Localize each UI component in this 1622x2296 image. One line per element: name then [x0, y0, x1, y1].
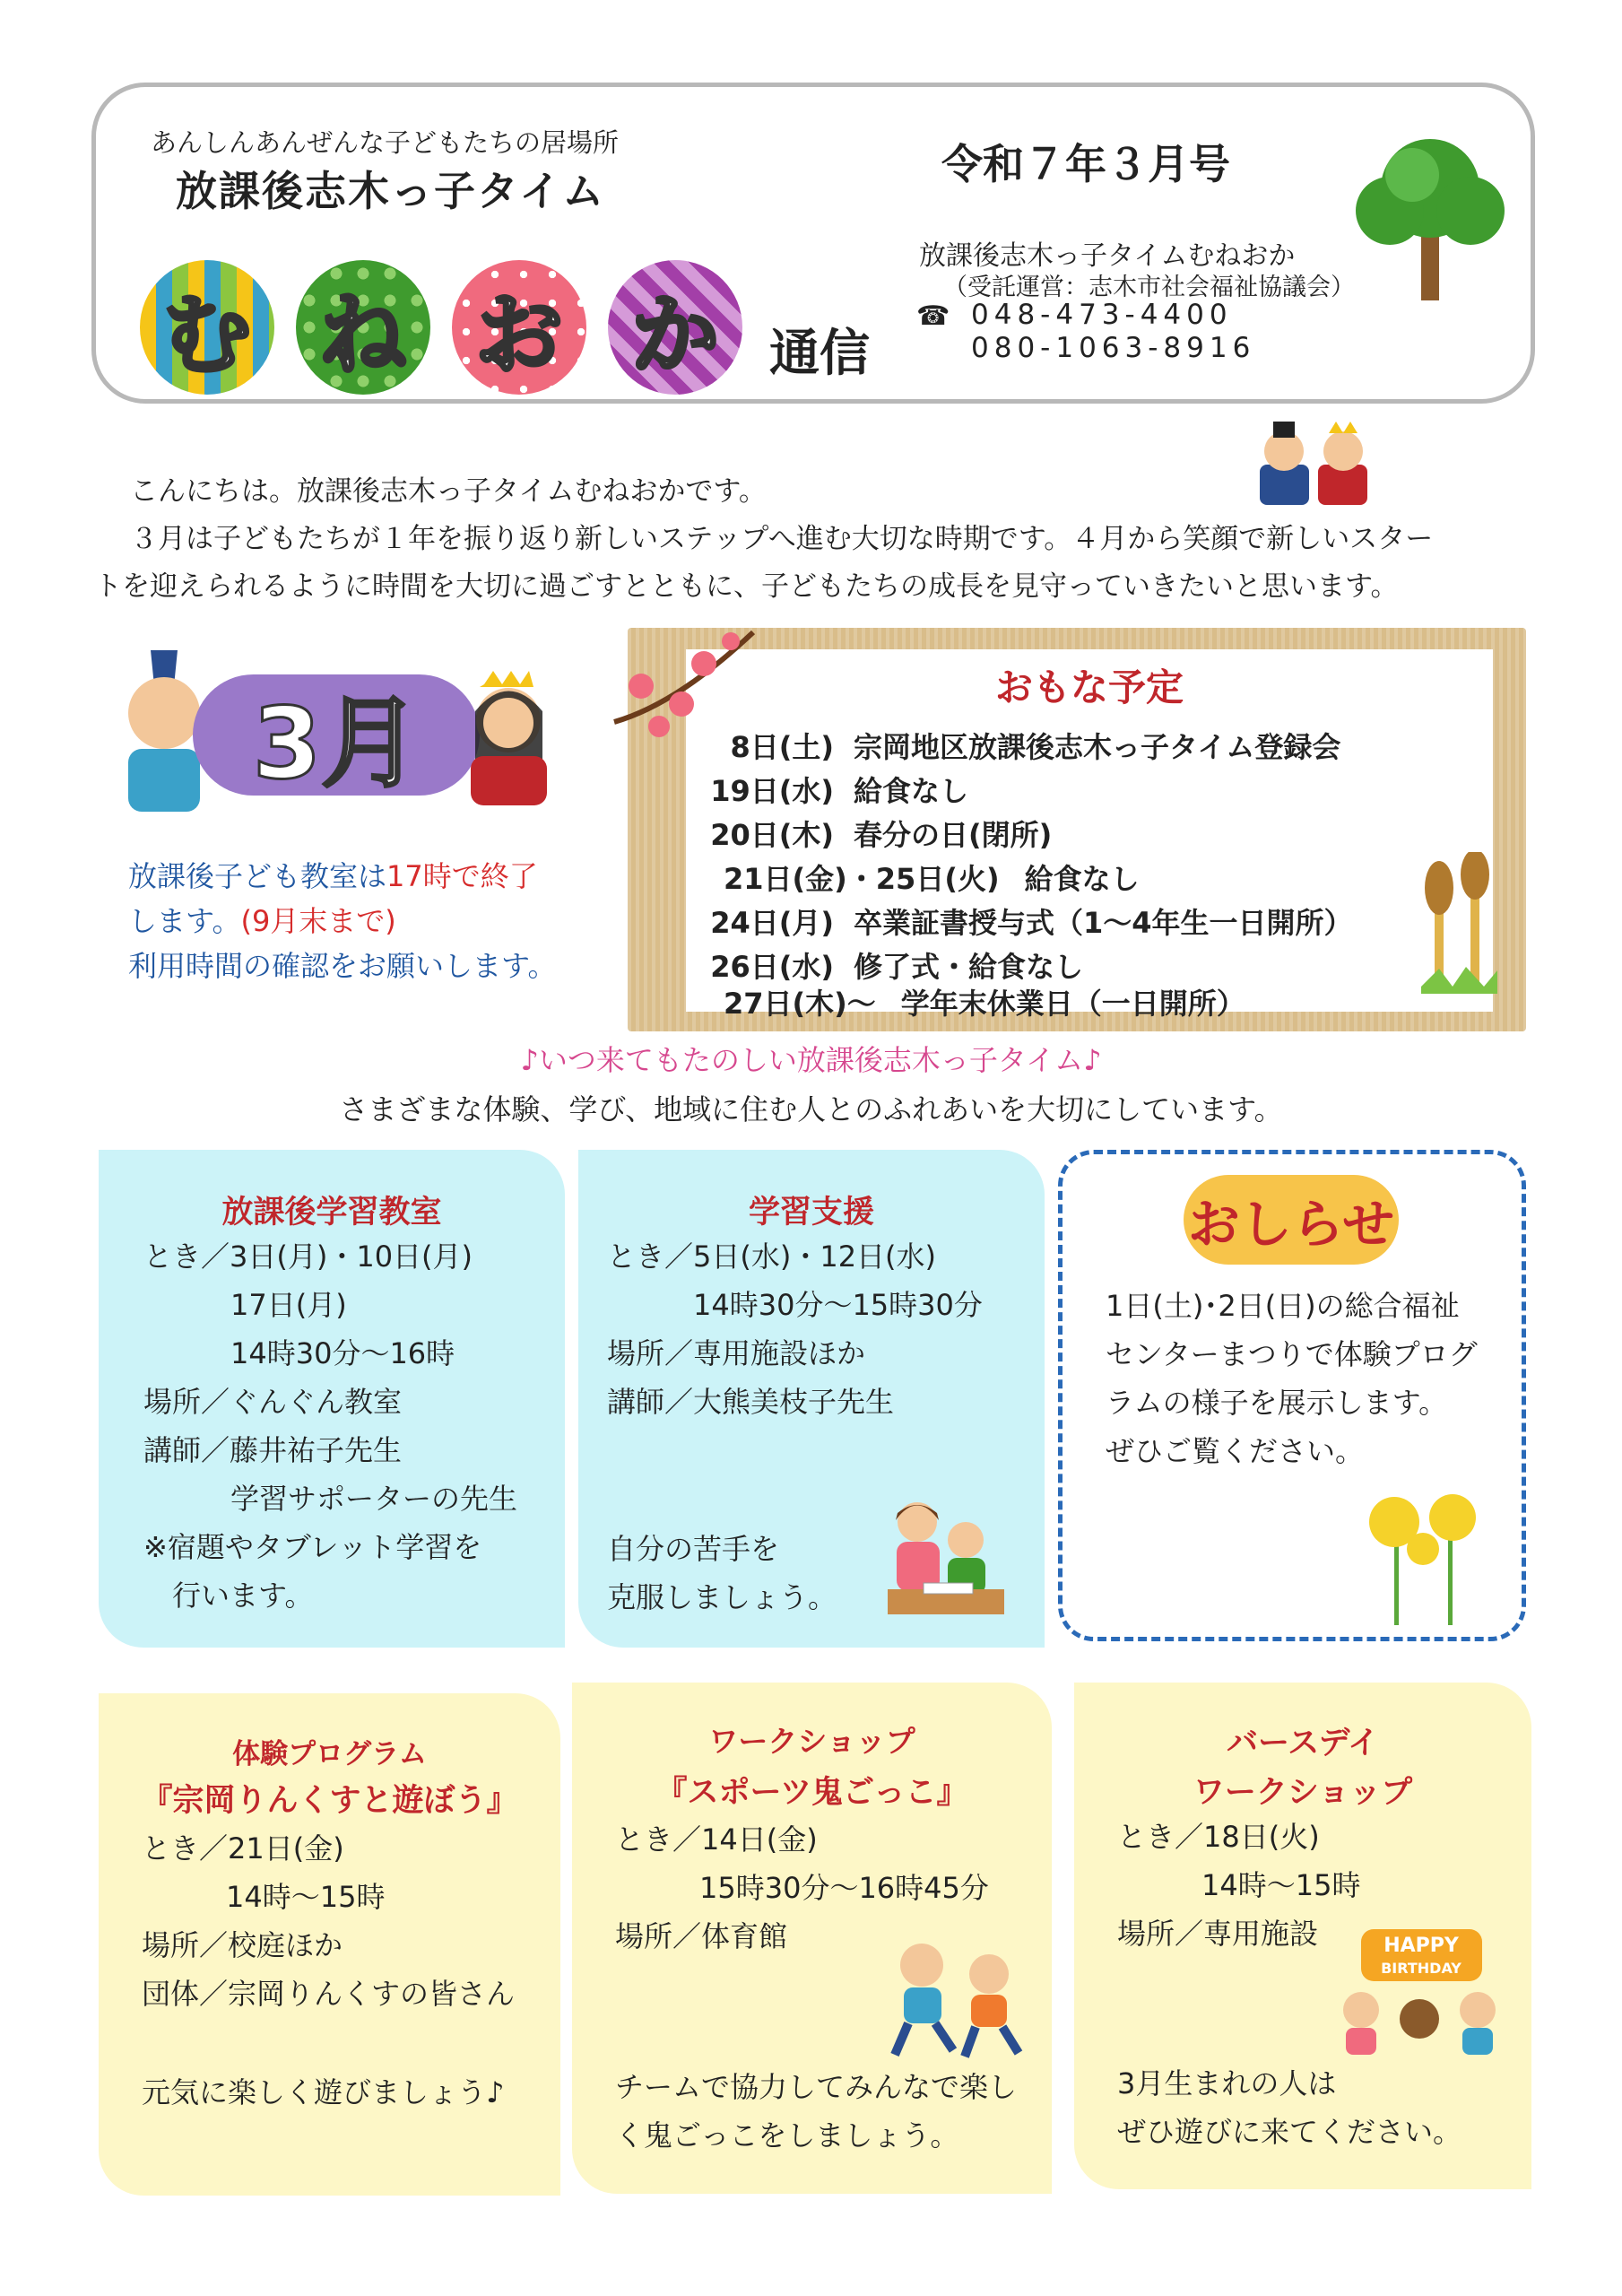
card-line: 団体／宗岡りんくすの皆さん: [142, 1977, 516, 2011]
card-line: 3月生まれの人は: [1117, 2066, 1337, 2100]
card-line: 場所／専用施設: [1117, 1917, 1319, 1951]
card-title: 放課後学習教室: [221, 1195, 442, 1231]
note-highlight: 17時で終了: [386, 859, 538, 893]
schedule-paper: [686, 649, 1493, 1021]
operator: （受託運営：志木市社会福祉協議会）: [943, 274, 1355, 301]
note-text: 利用時間の確認をお願いします。: [128, 949, 557, 983]
card-title: ワークショップ: [1193, 1775, 1413, 1811]
schedule-event: 給食なし: [854, 774, 969, 808]
intro-line: ３月は子どもたちが１年を振り返り新しいステップへ進む大切な時期です。４月から笑顔で新しいスター: [130, 523, 1434, 555]
card-sports-workshop: [572, 1683, 1052, 2194]
schedule-event: 宗岡地区放課後志木っ子タイム登録会: [854, 730, 1341, 764]
schedule-row: [724, 981, 1245, 1022]
card-line: センターまつりで体験プログ: [1106, 1337, 1478, 1371]
header-tsushin: 通信: [769, 325, 870, 383]
schedule-date: 21日(金)・25日(火): [724, 862, 1000, 896]
card-line: 講師／大熊美枝子先生: [607, 1385, 895, 1419]
card-title: 体験プログラム: [232, 1738, 427, 1770]
horsetail-icon: [1412, 852, 1502, 996]
card-title: 学習支援: [748, 1195, 874, 1231]
intro-line: トを迎えられるように時間を大切に過ごすとともに、子どもたちの成長を見守っていきたいと思います。: [94, 570, 1399, 603]
schedule-row: [686, 900, 1353, 942]
hours-note: [128, 854, 577, 988]
name-bubble-ne: ね: [296, 260, 430, 395]
month-badge: 3月: [193, 674, 480, 796]
plum-blossom-icon: [605, 614, 758, 749]
card-line: 14時30分～16時: [230, 1336, 455, 1370]
name-bubble-ka: か: [608, 260, 742, 395]
card-title: 『宗岡りんくすと遊ぼう』: [141, 1783, 518, 1819]
card-line: 自分の苦手を: [607, 1532, 780, 1566]
schedule-date: 27日(木)～: [724, 987, 876, 1021]
birthday-sign-text: BIRTHDAY: [1381, 1960, 1462, 1977]
note-text: 放課後子ども教室は: [128, 859, 387, 893]
card-line: 場所／体育館: [615, 1919, 788, 1953]
header-title: 放課後志木っ子タイム: [176, 167, 606, 215]
card-title: バースデイ: [1226, 1726, 1380, 1761]
note-highlight: (9月末まで): [240, 904, 396, 938]
card-line: とき／21日(金): [142, 1831, 344, 1866]
card-line: ※宿題やタブレット学習を: [143, 1530, 482, 1564]
card-title: ワークショップ: [708, 1724, 915, 1759]
ohina-sama-icon: [462, 671, 556, 805]
card-line: 行います。: [172, 1578, 314, 1613]
card-line: 克服しましょう。: [607, 1580, 837, 1614]
rapeseed-flower-icon: [1367, 1486, 1484, 1630]
schedule-date: 24日(月): [710, 906, 834, 940]
intro-line: こんにちは。放課後志木っ子タイムむねおかです。: [130, 475, 767, 508]
card-line: 場所／専用施設ほか: [607, 1336, 866, 1370]
card-line: 14時30分～15時30分: [693, 1288, 983, 1322]
schedule-event: 卒業証書授与式（1～4年生一日開所）: [854, 906, 1353, 940]
card-line: 14時～15時: [1201, 1868, 1361, 1902]
card-line: 講師／藤井祐子先生: [143, 1433, 403, 1467]
schedule-title: おもな予定: [994, 665, 1184, 709]
card-line: ラムの様子を展示します。: [1106, 1386, 1448, 1420]
card-study-class: [99, 1150, 565, 1648]
card-line: く鬼ごっこをしましょう。: [615, 2118, 959, 2152]
card-line: ぜひご覧ください。: [1106, 1434, 1365, 1468]
schedule-date: 26日(水): [710, 950, 834, 984]
card-line: 14時～15時: [226, 1880, 386, 1914]
schedule-board: [628, 628, 1526, 1031]
birthday-sign-text: HAPPY: [1383, 1935, 1459, 1957]
happy-birthday-icon: [1330, 1925, 1509, 2059]
name-bubble-o: お: [452, 260, 586, 395]
card-experience-program: [99, 1693, 560, 2196]
schedule-row: [686, 813, 1052, 854]
card-line: 元気に楽しく遊びましょう♪: [142, 2075, 505, 2109]
schedule-event: 給食なし: [1024, 862, 1140, 896]
schedule-date: 20日(木): [710, 818, 834, 852]
schedule-row: [724, 857, 1140, 898]
card-line: 17日(月): [230, 1288, 347, 1322]
card-line: とき／3日(月)・10日(月): [143, 1239, 473, 1274]
slogan-subtitle: さまざまな体験、学び、地域に住む人とのふれあいを大切にしています。: [339, 1092, 1283, 1126]
card-line: 場所／ぐんぐん教室: [143, 1385, 403, 1419]
card-study-support: [578, 1150, 1045, 1648]
card-line: 学習サポーターの先生: [230, 1482, 518, 1516]
header-tagline: あんしんあんぜんな子どもたちの居場所: [151, 127, 620, 158]
schedule-row: [686, 725, 1340, 766]
notice-title: おしらせ: [1184, 1175, 1399, 1265]
schedule-event: 学年末休業日（一日開所）: [900, 987, 1245, 1021]
card-title: 『スポーツ鬼ごっこ』: [655, 1775, 968, 1811]
card-line: 15時30分～16時45分: [699, 1871, 989, 1905]
name-bubble-mu: む: [140, 260, 274, 395]
card-line: とき／18日(火): [1117, 1820, 1320, 1854]
card-line: ぜひ遊びに来てください。: [1117, 2115, 1462, 2149]
tree-icon: [1349, 126, 1511, 305]
phone-icon: ☎: [916, 300, 950, 332]
schedule-date: 19日(水): [710, 774, 834, 808]
card-line: とき／5日(水)・12日(水): [607, 1239, 937, 1274]
schedule-row: [686, 769, 968, 810]
phone-number-1: 048-473-4400: [971, 299, 1233, 331]
card-line: とき／14日(金): [615, 1822, 818, 1857]
card-line: 場所／校庭ほか: [142, 1928, 343, 1962]
schedule-event: 修了式・給食なし: [854, 950, 1084, 984]
card-birthday-workshop: [1074, 1683, 1531, 2189]
org-name: 放課後志木っ子タイムむねおか: [919, 240, 1296, 272]
study-teacher-child-icon: [883, 1495, 1009, 1616]
card-line: 1日(土)･2日(日)の総合福祉: [1106, 1289, 1460, 1323]
schedule-event: 春分の日(閉所): [854, 818, 1053, 852]
card-line: チームで協力してみんなで楽し: [615, 2070, 1018, 2104]
intro-text: [94, 468, 1533, 611]
schedule-row: [686, 944, 1083, 986]
running-kids-icon: [877, 1938, 1029, 2064]
note-text: します。: [128, 904, 241, 938]
phone-number-2: 080-1063-8916: [971, 332, 1256, 364]
issue-date: 令和７年３月号: [941, 140, 1230, 188]
schedule-date: 8日(土): [730, 730, 834, 764]
slogan-title: ♪いつ来てもたのしい放課後志木っ子タイム♪: [520, 1043, 1102, 1077]
